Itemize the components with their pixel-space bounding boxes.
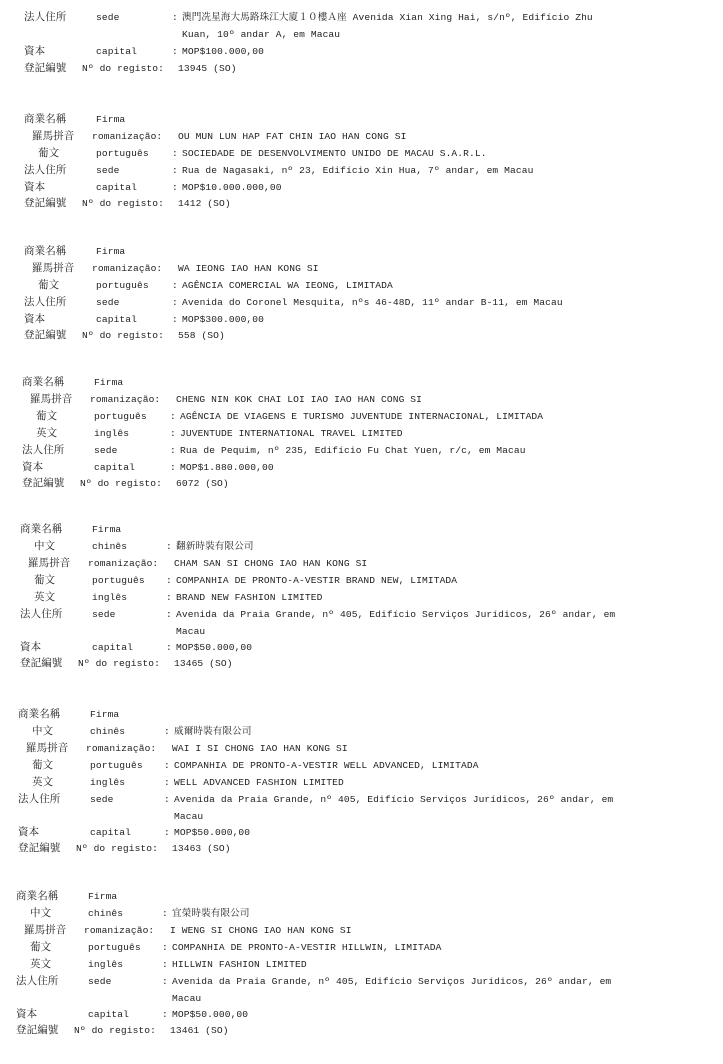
chinese-label: 中文 [34, 540, 56, 552]
entry-value: Macau [172, 993, 202, 1004]
portuguese-label: Firma [96, 114, 126, 125]
entry-value: AGÊNCIA DE VIAGENS E TURISMO JUVENTUDE INTERNACIONAL, LIMITADA [180, 411, 544, 422]
entry-line [18, 841, 719, 856]
entry-value: 13945 (SO) [178, 63, 237, 74]
chinese-label: 法人住所 [18, 793, 61, 805]
entry-line [22, 460, 719, 475]
portuguese-label: Firma [94, 377, 124, 388]
portuguese-label: Firma [90, 709, 120, 720]
entry-line [18, 758, 719, 773]
entry-line [16, 906, 719, 921]
entry-value: CHENG NIN KOK CHAI LOI IAO IAO HAN CONG SI [176, 394, 423, 405]
portuguese-label: português [90, 760, 143, 771]
portuguese-label: sede [94, 445, 118, 456]
entry-line [16, 974, 719, 989]
chinese-label: 葡文 [38, 147, 60, 159]
chinese-label: 英文 [30, 958, 52, 970]
entry-value: 13465 (SO) [174, 658, 233, 669]
entry-line [24, 328, 719, 343]
portuguese-label: português [94, 411, 147, 422]
chinese-label: 商業名稱 [24, 113, 67, 125]
portuguese-label: inglês [94, 428, 130, 439]
entry-line [20, 539, 719, 554]
entry-value: MOP$50.000,00 [176, 642, 253, 653]
colon-separator: : [172, 182, 178, 193]
colon-separator: : [172, 12, 178, 23]
chinese-label: 葡文 [36, 410, 58, 422]
chinese-label: 葡文 [30, 941, 52, 953]
entry-value: AGÊNCIA COMERCIAL WA IEONG, LIMITADA [182, 280, 393, 291]
portuguese-label: Firma [96, 246, 126, 257]
entry-value: MOP$100.000,00 [182, 46, 265, 57]
chinese-label: 登記編號 [24, 197, 67, 209]
chinese-label: 英文 [32, 776, 54, 788]
portuguese-label: romanização: [86, 743, 157, 754]
entry-value: COMPANHIA DE PRONTO-A-VESTIR BRAND NEW, LIMITADA [176, 575, 458, 586]
entry-value: 13461 (SO) [170, 1025, 229, 1036]
entry-value: BRAND NEW FASHION LIMITED [176, 592, 323, 603]
entry-value: Avenida da Praia Grande, nº 405, Edifício Serviços Jurídicos, 26º andar, em [176, 609, 616, 620]
entry-value: HILLWIN FASHION LIMITED [172, 959, 307, 970]
chinese-label: 羅馬拼音 [28, 557, 71, 569]
entry-value: Avenida do Coronel Mesquita, nºs 46-48D, 11º andar B-11, em Macau [182, 297, 563, 308]
entry-line [24, 180, 719, 195]
chinese-label: 法人住所 [24, 296, 67, 308]
entry-value: Kuan, 10º andar A, em Macau [182, 29, 341, 40]
entry-line [24, 244, 719, 259]
entry-line [24, 112, 719, 127]
portuguese-label: chinês [92, 541, 128, 552]
portuguese-label: capital [88, 1009, 130, 1020]
portuguese-label: Nº do registo: [78, 658, 161, 669]
portuguese-label: sede [90, 794, 114, 805]
entry-line [20, 573, 719, 588]
portuguese-label: Firma [92, 524, 122, 535]
colon-separator: : [170, 411, 176, 422]
portuguese-label: romanização: [84, 925, 155, 936]
entry-line [24, 129, 719, 144]
colon-separator: : [164, 794, 170, 805]
entry-line [18, 809, 719, 824]
entry-line [22, 476, 719, 491]
portuguese-label: capital [90, 827, 132, 838]
entry-value: Macau [174, 811, 204, 822]
portuguese-label: sede [96, 297, 120, 308]
colon-separator: : [166, 642, 172, 653]
entry-value: COMPANHIA DE PRONTO-A-VESTIR WELL ADVANCED, LIMITADA [174, 760, 479, 771]
chinese-label: 法人住所 [16, 975, 59, 987]
chinese-label: 資本 [20, 641, 42, 653]
chinese-label: 資本 [16, 1008, 38, 1020]
entry-line [24, 163, 719, 178]
entry-line [24, 312, 719, 327]
entry-line [20, 556, 719, 571]
chinese-label: 商業名稱 [24, 245, 67, 257]
portuguese-label: português [96, 148, 149, 159]
chinese-label: 商業名稱 [16, 890, 59, 902]
entry-line [16, 889, 719, 904]
chinese-label: 商業名稱 [18, 708, 61, 720]
portuguese-label: romanização: [92, 263, 163, 274]
entry-line [16, 940, 719, 955]
entry-value: Avenida da Praia Grande, nº 405, Edifício Serviços Jurídicos, 26º andar, em [174, 794, 614, 805]
entry-value: OU MUN LUN HAP FAT CHIN IAO HAN CONG SI [178, 131, 407, 142]
entry-line [18, 724, 719, 739]
colon-separator: : [164, 777, 170, 788]
entry-value: WAI I SI CHONG IAO HAN KONG SI [172, 743, 348, 754]
chinese-label: 資本 [24, 313, 46, 325]
colon-separator: : [166, 592, 172, 603]
portuguese-label: Firma [88, 891, 118, 902]
portuguese-label: sede [92, 609, 116, 620]
colon-separator: : [170, 462, 176, 473]
colon-separator: : [172, 314, 178, 325]
chinese-label: 法人住所 [24, 164, 67, 176]
chinese-label: 法人住所 [24, 11, 67, 23]
entry-line [24, 27, 719, 42]
entry-line [24, 196, 719, 211]
entry-value: MOP$10.000.000,00 [182, 182, 282, 193]
entry-line [22, 409, 719, 424]
entry-line [20, 624, 719, 639]
portuguese-label: capital [92, 642, 134, 653]
entry-line [18, 707, 719, 722]
entry-line [22, 375, 719, 390]
entry-value: Avenida da Praia Grande, nº 405, Edifício Serviços Jurídicos, 26º andar, em [172, 976, 612, 987]
entry-line [20, 607, 719, 622]
colon-separator: : [172, 297, 178, 308]
chinese-label: 羅馬拼音 [26, 742, 69, 754]
entry-value: WELL ADVANCED FASHION LIMITED [174, 777, 344, 788]
chinese-label: 英文 [34, 591, 56, 603]
entry-value: I WENG SI CHONG IAO HAN KONG SI [170, 925, 352, 936]
chinese-label: 羅馬拼音 [32, 262, 75, 274]
portuguese-label: inglês [90, 777, 126, 788]
chinese-label: 登記編號 [18, 842, 61, 854]
portuguese-label: português [88, 942, 141, 953]
chinese-label: 登記編號 [24, 329, 67, 341]
entry-line [16, 923, 719, 938]
entry-line [18, 775, 719, 790]
entry-line [24, 61, 719, 76]
chinese-label: 葡文 [38, 279, 60, 291]
chinese-label: 資本 [18, 826, 40, 838]
chinese-label: 商業名稱 [20, 523, 63, 535]
colon-separator: : [162, 976, 168, 987]
entry-line [16, 1007, 719, 1022]
entry-line [16, 957, 719, 972]
colon-separator: : [172, 46, 178, 57]
portuguese-label: capital [96, 46, 138, 57]
entry-value: COMPANHIA DE PRONTO-A-VESTIR HILLWIN, LIMITADA [172, 942, 442, 953]
entry-line [24, 261, 719, 276]
portuguese-label: romanização: [90, 394, 161, 405]
entry-value: 1412 (SO) [178, 198, 231, 209]
entry-value: MOP$300.000,00 [182, 314, 265, 325]
portuguese-label: Nº do registo: [74, 1025, 157, 1036]
colon-separator: : [162, 908, 168, 919]
colon-separator: : [164, 827, 170, 838]
portuguese-label: chinês [88, 908, 124, 919]
portuguese-label: sede [88, 976, 112, 987]
portuguese-label: capital [94, 462, 136, 473]
entry-value: 澳門冼星海大馬路珠江大廈１０樓Ａ座 Avenida Xian Xing Hai, s/nº, Edifício Zhu [182, 12, 593, 23]
colon-separator: : [164, 726, 170, 737]
entry-value: Rua de Nagasaki, nº 23, Edifício Xin Hua, 7º andar, em Macau [182, 165, 534, 176]
portuguese-label: chinês [90, 726, 126, 737]
entry-line [18, 741, 719, 756]
portuguese-label: romanização: [88, 558, 159, 569]
chinese-label: 登記編號 [20, 657, 63, 669]
chinese-label: 登記編號 [16, 1024, 59, 1036]
entry-line [16, 991, 719, 1006]
entry-value: SOCIEDADE DE DESENVOLVIMENTO UNIDO DE MACAU S.A.R.L. [182, 148, 487, 159]
chinese-label: 葡文 [32, 759, 54, 771]
portuguese-label: português [92, 575, 145, 586]
colon-separator: : [170, 428, 176, 439]
entry-line [24, 146, 719, 161]
portuguese-label: Nº do registo: [82, 330, 165, 341]
entry-value: Macau [176, 626, 206, 637]
chinese-label: 資本 [24, 45, 46, 57]
chinese-label: 羅馬拼音 [32, 130, 75, 142]
entry-value: MOP$1.880.000,00 [180, 462, 274, 473]
entry-value: 13463 (SO) [172, 843, 231, 854]
chinese-label: 英文 [36, 427, 58, 439]
entry-line [20, 590, 719, 605]
portuguese-label: inglês [88, 959, 124, 970]
entry-line [24, 44, 719, 59]
colon-separator: : [162, 1009, 168, 1020]
entry-line [24, 278, 719, 293]
colon-separator: : [170, 445, 176, 456]
entry-line [18, 825, 719, 840]
portuguese-label: inglês [92, 592, 128, 603]
entry-line [20, 522, 719, 537]
entry-value: MOP$50.000,00 [172, 1009, 249, 1020]
portuguese-label: Nº do registo: [80, 478, 163, 489]
portuguese-label: sede [96, 12, 120, 23]
chinese-label: 商業名稱 [22, 376, 65, 388]
chinese-label: 登記編號 [22, 477, 65, 489]
chinese-label: 羅馬拼音 [30, 393, 73, 405]
chinese-label: 法人住所 [22, 444, 65, 456]
entry-value: 558 (SO) [178, 330, 225, 341]
portuguese-label: capital [96, 182, 138, 193]
entry-value: 威爾時裝有限公司 [174, 726, 252, 737]
chinese-label: 中文 [32, 725, 54, 737]
colon-separator: : [162, 959, 168, 970]
entry-line [24, 10, 719, 25]
chinese-label: 葡文 [34, 574, 56, 586]
colon-separator: : [162, 942, 168, 953]
portuguese-label: Nº do registo: [82, 63, 165, 74]
colon-separator: : [164, 760, 170, 771]
entry-line [16, 1023, 719, 1038]
colon-separator: : [172, 165, 178, 176]
colon-separator: : [166, 541, 172, 552]
entry-value: Rua de Pequim, nº 235, Edifício Fu Chat Yuen, r/c, em Macau [180, 445, 526, 456]
chinese-label: 法人住所 [20, 608, 63, 620]
portuguese-label: Nº do registo: [76, 843, 159, 854]
chinese-label: 資本 [22, 461, 44, 473]
entry-line [24, 295, 719, 310]
portuguese-label: sede [96, 165, 120, 176]
portuguese-label: português [96, 280, 149, 291]
entry-value: 宜榮時裝有限公司 [172, 908, 250, 919]
entry-value: WA IEONG IAO HAN KONG SI [178, 263, 319, 274]
entry-line [20, 656, 719, 671]
portuguese-label: romanização: [92, 131, 163, 142]
colon-separator: : [172, 148, 178, 159]
colon-separator: : [172, 280, 178, 291]
chinese-label: 登記編號 [24, 62, 67, 74]
chinese-label: 羅馬拼音 [24, 924, 67, 936]
colon-separator: : [166, 609, 172, 620]
portuguese-label: Nº do registo: [82, 198, 165, 209]
entry-value: JUVENTUDE INTERNATIONAL TRAVEL LIMITED [180, 428, 403, 439]
entry-value: 翻新時裝有限公司 [176, 541, 254, 552]
entry-line [18, 792, 719, 807]
colon-separator: : [166, 575, 172, 586]
entry-value: 6072 (SO) [176, 478, 229, 489]
entry-line [20, 640, 719, 655]
entry-value: MOP$50.000,00 [174, 827, 251, 838]
chinese-label: 中文 [30, 907, 52, 919]
entry-line [22, 443, 719, 458]
chinese-label: 資本 [24, 181, 46, 193]
portuguese-label: capital [96, 314, 138, 325]
entry-line [22, 392, 719, 407]
entry-line [22, 426, 719, 441]
entry-value: CHAM SAN SI CHONG IAO HAN KONG SI [174, 558, 368, 569]
